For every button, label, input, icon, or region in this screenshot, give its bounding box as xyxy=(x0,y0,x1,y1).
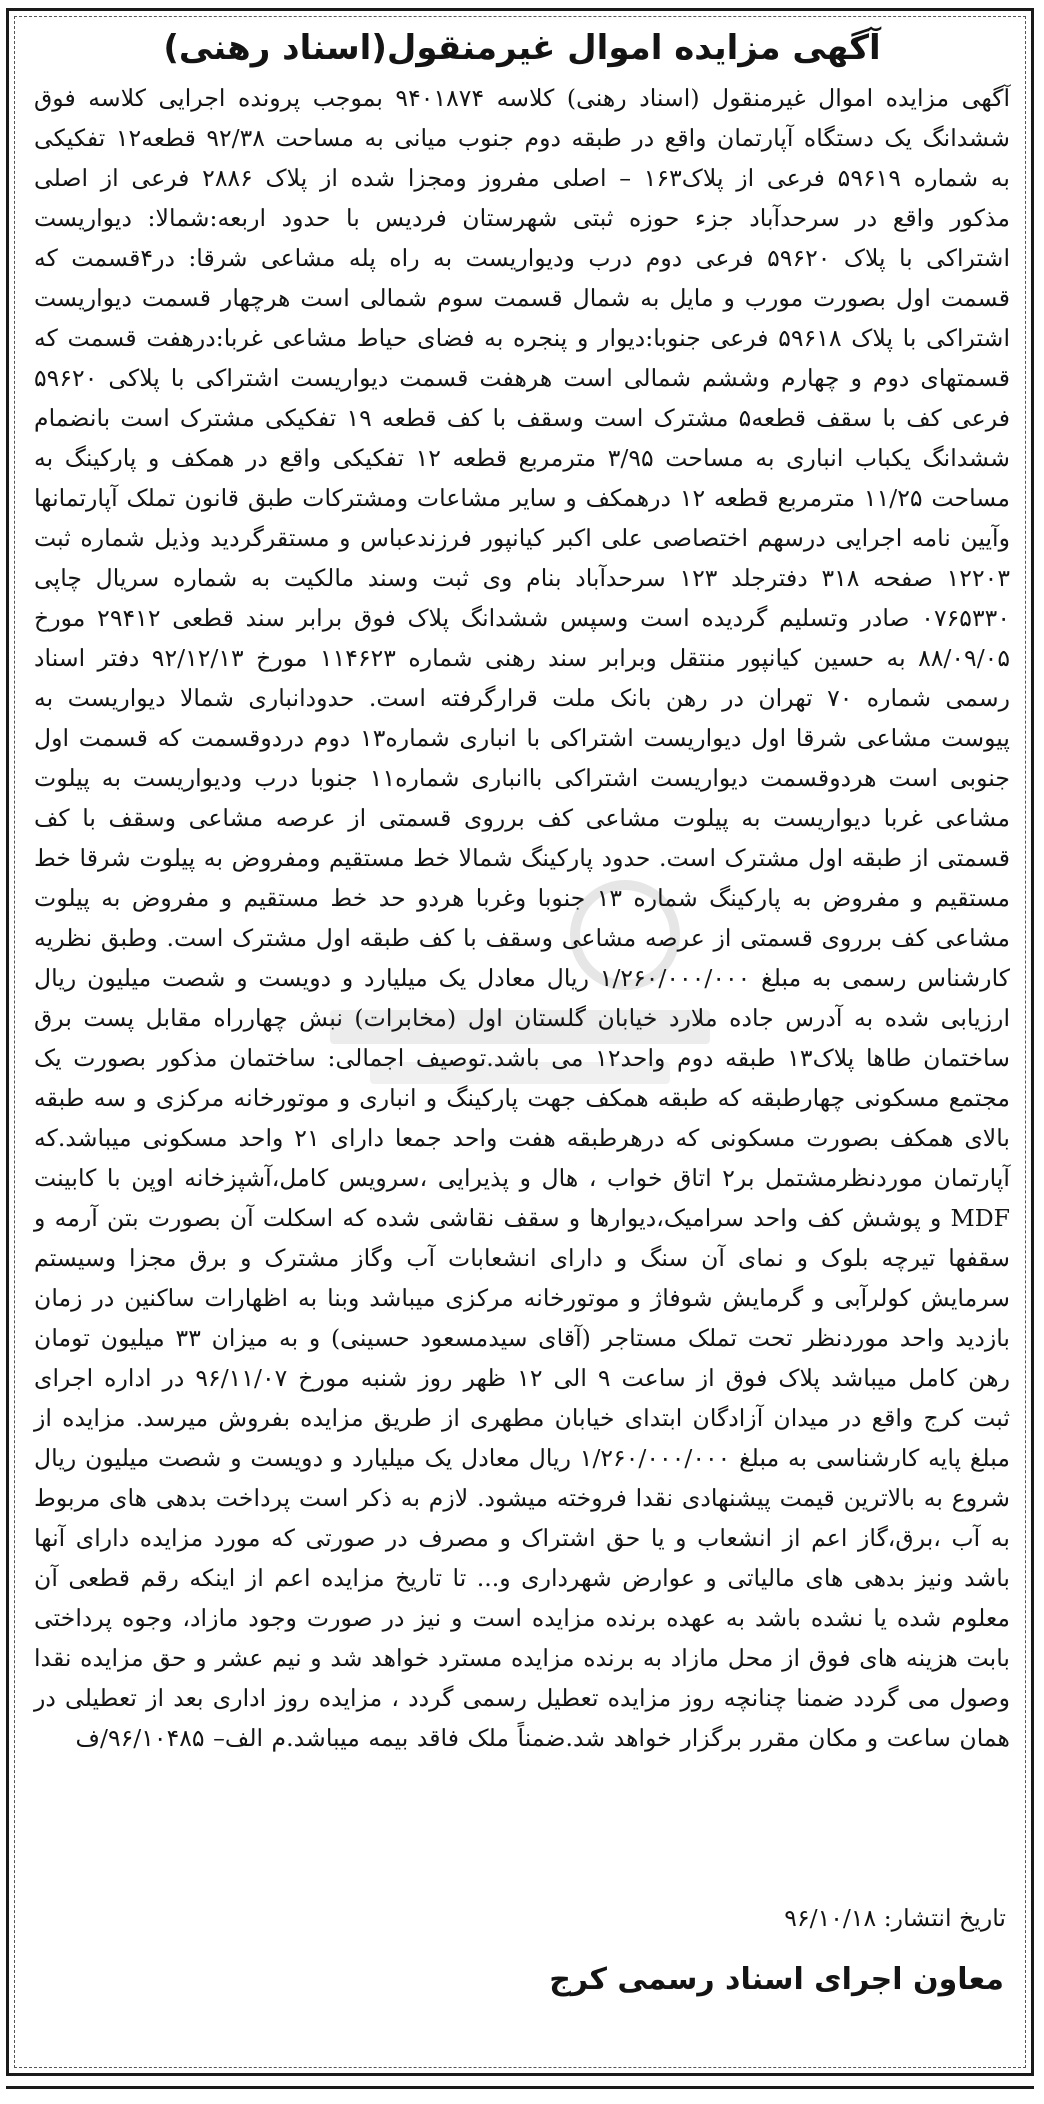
signature: معاون اجرای اسناد رسمی کرج xyxy=(549,1962,1004,1997)
notice-title: آگهی مزایده اموال غیرمنقول(اسناد رهنی) xyxy=(163,28,881,68)
notice-body: آگهی مزایده اموال غیرمنقول (اسناد رهنی) کلاسه ۹۴۰۱۸۷۴ بموجب پرونده اجرایی کلاسه فوق ششدانگ یک دستگاه آپارتمان واقع در طبقه دوم جنوب میانی به مساحت ۹۲/۳۸ قطعه۱۲ تفکیکی به شماره ۵۹۶۱۹ فرعی از پلاک۱۶۳ – اصلی مفروز ومجزا شده از پلاک ۲۸۸۶ فرعی از اصلی مذکور واقع در سرحدآباد جزء حوزه ثبتی شهرستان فردیس با حدود اربعه:شمالا: دیواریست اشتراکی با پلاک ۵۹۶۲۰ فرعی دوم درب ودیواریست به راه پله مشاعی شرقا: در۴قسمت که قسمت اول بصورت مورب و مایل به شمال قسمت سوم شمالی است هرچهار قسمت دیواریست اشتراکی با پلاک ۵۹۶۱۸ فرعی جنوبا:دیوار و پنجره به فضای حیاط مشاعی غربا:درهفت قسمت که قسمتهای دوم و چهارم وششم شمالی است هرهفت قسمت دیواریست اشتراکی با پلاکی ۵۹۶۲۰ فرعی کف با سقف قطعه۵ مشترک است وسقف با کف قطعه ۱۹ تفکیکی مشترک است بانضمام ششدانگ یکباب انباری به مساحت ۳/۹۵ مترمربع قطعه ۱۲ تفکیکی واقع در همکف و پارکینگ به مساحت ۱۱/۲۵ مترمربع قطعه ۱۲ درهمکف و سایر مشاعات ومشترکات طبق قانون تملک آپارتمانها وآیین نامه اجرایی درسهم اختصاصی علی اکبر کیانپور فرزندعباس و مستقرگردید وذیل شماره ثبت ۱۲۲۰۳ صفحه ۳۱۸ دفترجلد ۱۲۳ سرحدآباد بنام وی ثبت وسند مالکیت به شماره سریال چاپی ۰۷۶۵۳۳۰ صادر وتسلیم گردیده است وسپس ششدانگ پلاک فوق برابر سند قطعی ۲۹۴۱۲ مورخ ۸۸/۰۹/۰۵ به حسین کیانپور منتقل وبرابر سند رهنی شماره ۱۱۴۶۲۳ مورخ ۹۲/۱۲/۱۳ دفتر اسناد رسمی شماره ۷۰ تهران در رهن بانک ملت قرارگرفته است. حدودانباری شمالا دیواریست به پیوست مشاعی شرقا اول دیواریست اشتراکی با انباری شماره۱۳ دوم دردوقسمت که قسمت اول جنوبی است هردوقسمت دیواریست اشتراکی باانباری شماره۱۱ جنوبا درب ودیواریست به پیلوت مشاعی غربا دیواریست به پیلوت مشاعی کف برروی قسمتی از عرصه مشاعی وسقف با کف قسمتی از طبقه اول مشترک است. حدود پارکینگ شمالا خط مستقیم ومفروض به پیلوت شرقا خط مستقیم و مفروض به پارکینگ شماره ۱۳ جنوبا وغربا هردو حد خط مستقیم و مفروض به پیلوت مشاعی کف برروی قسمتی از عرصه مشاعی وسقف با کف طبقه اول مشترک است. وطبق نظریه کارشناس رسمی به مبلغ ۱/۲۶۰/۰۰۰/۰۰۰ ریال معادل یک میلیارد و دویست و شصت میلیون ریال ارزیابی شده به آدرس جاده ملارد خیابان گلستان اول (مخابرات) نبش چهارراه مقابل پست برق ساختمان طاها پلاک۱۳ طبقه دوم واحد۱۲ می باشد.توصیف اجمالی: ساختمان مذکور بصورت یک مجتمع مسکونی چهارطبقه که طبقه همکف جهت پارکینگ و انباری و موتورخانه مرکزی و سه طبقه بالای همکف بصورت مسکونی که درهرطبقه هفت واحد جمعا دارای ۲۱ واحد مسکونی میباشد.که آپارتمان موردنظرمشتمل بر۲ اتاق خواب ، هال و پذیرایی ،سرویس کامل،آشپزخانه اوپن با کابینت MDF و پوشش کف واحد سرامیک،دیوارها و سقف نقاشی شده که اسکلت آن بصورت بتن آرمه و سقفها تیرچه بلوک و نمای آن سنگ و دارای انشعابات آب وگاز مشترک و برق مجزا وسیستم سرمایش کولرآبی و گرمایش شوفاژ و موتورخانه مرکزی میباشد وبنا به اظهارات ساکنین در زمان بازدید واحد موردنظر تحت تملک مستاجر (آقای سیدمسعود حسینی) و به میزان ۳۳ میلیون تومان رهن کامل میباشد پلاک فوق از ساعت ۹ الی ۱۲ ظهر روز شنبه مورخ ۹۶/۱۱/۰۷ در اداره اجرای ثبت کرج واقع در میدان آزادگان ابتدای خیابان مطهری از طریق مزایده بفروش میرسد. مزایده از مبلغ پایه کارشناسی به مبلغ ۱/۲۶۰/۰۰۰/۰۰۰ ریال معادل یک میلیارد و دویست و شصت میلیون ریال شروع به بالاترین قیمت پیشنهادی نقدا فروخته میشود. لازم به ذکر است پرداخت بدهی های مربوط به آب ،برق،گاز اعم از انشعاب و یا حق اشتراک و مصرف در صورتی که مورد مزایده دارای آنها باشد ونیز بدهی های مالیاتی و عوارض شهرداری و... تا تاریخ مزایده اعم از اینکه رقم قطعی آن معلوم شده یا نشده باشد به عهده برنده مزایده است و نیز در صورت وجود مازاد، وجوه پرداختی بابت هزینه های فوق از محل مازاد به برنده مزایده مسترد خواهد شد و نیم عشر و حق مزایده نقدا وصول می گردد ضمنا چنانچه روز مزایده تعطیل رسمی گردد ، مزایده روز اداری بعد از تعطیلی در همان ساعت و مکان مقرر برگزار خواهد شد.ضمناً ملک فاقد بیمه میباشد.م الف– ۹۶/۱۰۴۸۵/ف xyxy=(34,84,1011,1752)
publication-date: تاریخ انتشار: ۹۶/۱۰/۱۸ xyxy=(784,1904,1006,1932)
bottom-rule xyxy=(6,2086,1034,2089)
